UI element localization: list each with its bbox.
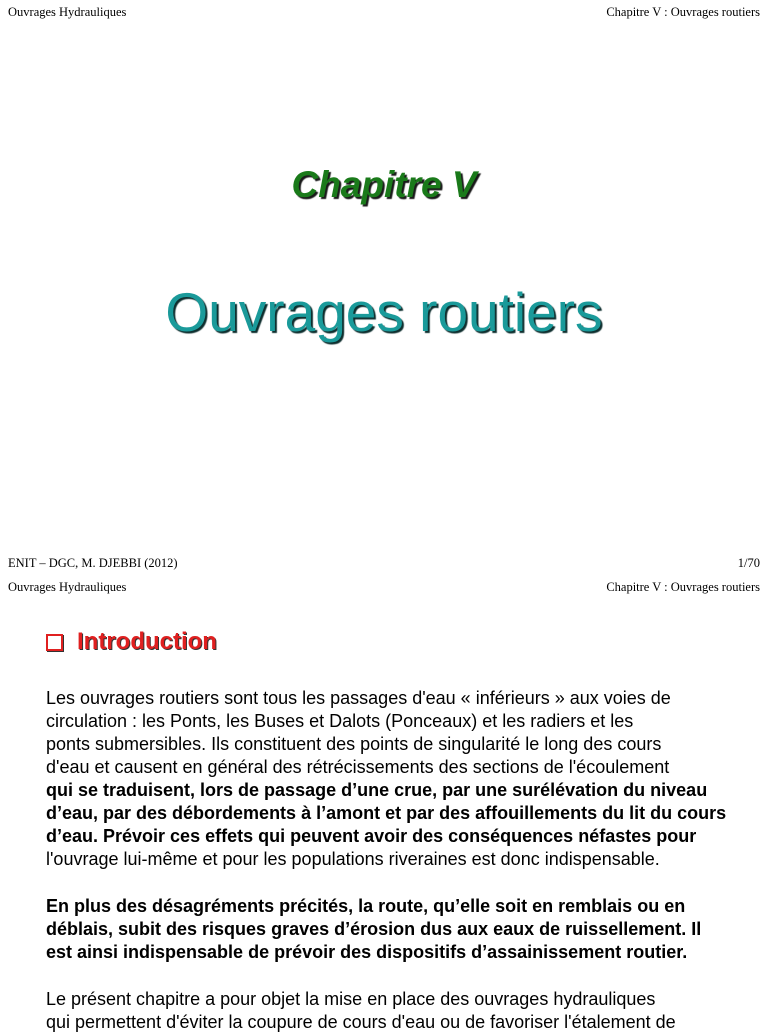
text-line: d'eau et causent en général des rétrécissements des sections de l'écoulement [46, 757, 670, 777]
page1-header-left: Ouvrages Hydrauliques [8, 5, 127, 19]
intro-paragraph-1 [46, 687, 736, 871]
text-line: d’eau, par des débordements à l’amont et par des affouillements du lit du cours [46, 803, 727, 823]
page2-header-left: Ouvrages Hydrauliques [8, 580, 127, 594]
text-line: Les ouvrages routiers sont tous les passages d'eau « inférieurs » aux voies de [46, 688, 671, 708]
page1-footer-left: ENIT – DGC, M. DJEBBI (2012) [8, 556, 178, 570]
checkbox-bullet-icon [46, 634, 63, 651]
chapter-title: Ouvrages routiers [165, 281, 603, 343]
page2-header-right: Chapitre V : Ouvrages routiers [606, 580, 760, 594]
text-line: qui permettent d'éviter la coupure de cours d'eau ou de favoriser l'étalement de [46, 1012, 676, 1032]
intro-paragraph-2 [46, 895, 736, 964]
text-line: ponts submersibles. Ils constituent des points de singularité le long des cours [46, 734, 662, 754]
text-line: circulation : les Ponts, les Buses et Dalots (Ponceaux) et les radiers et les [46, 711, 634, 731]
text-line: l'ouvrage lui-même et pour les populations riveraines est donc indispensable. [46, 849, 660, 869]
section-heading [46, 628, 217, 656]
page1-header-right: Chapitre V : Ouvrages routiers [606, 5, 760, 19]
text-line: Le présent chapitre a pour objet la mise en place des ouvrages hydrauliques [46, 989, 656, 1009]
page-number: 1/70 [737, 556, 760, 570]
chapter-label: Chapitre V [291, 164, 477, 205]
text-line: d’eau. Prévoir ces effets qui peuvent avoir des conséquences néfastes pour [46, 826, 697, 846]
text-line: En plus des désagréments précités, la route, qu’elle soit en remblais ou en [46, 896, 686, 916]
text-line: qui se traduisent, lors de passage d’une crue, par une surélévation du niveau [46, 780, 708, 800]
text-line: déblais, subit des risques graves d’érosion dus aux eaux de ruissellement. Il [46, 919, 702, 939]
section-title: Introduction [77, 628, 217, 655]
intro-paragraph-3 [46, 988, 736, 1034]
text-line: est ainsi indispensable de prévoir des dispositifs d’assainissement routier. [46, 942, 688, 962]
